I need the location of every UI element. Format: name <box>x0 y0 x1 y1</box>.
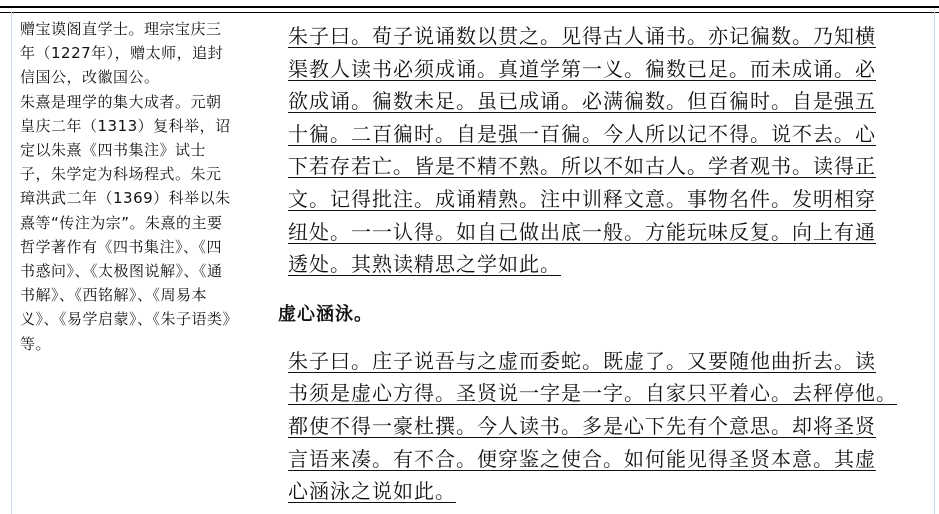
quote-paragraph-humble-mind <box>288 345 928 508</box>
text-line: 都使不得一豪杜撰。今人读书。多是心下先有个意思。却将圣贤 <box>288 413 876 438</box>
text-line: 文。记得批注。成诵精熟。注中训释文意。事物名件。发明相穿 <box>288 186 876 211</box>
top-border-rule <box>0 6 939 8</box>
text-line: 心涵泳之说如此。 <box>288 479 456 504</box>
text-line: 朱子曰。荀子说诵数以贯之。见得古人诵书。亦记徧数。乃知横 <box>288 24 876 48</box>
main-text-column <box>278 20 928 508</box>
text-line: 透处。其熟读精思之学如此。 <box>288 252 561 277</box>
text-line: 纽处。一一认得。如自己做出底一般。方能玩味反复。向上有通 <box>288 219 876 244</box>
sidebar-paragraph: 赠宝谟阁直学士。理宗宝庆三年（1227年），赠太师，追封信国公，改徽国公。 <box>20 20 224 87</box>
text-line: 十徧。二百徧时。自是强一百徧。今人所以记不得。说不去。心 <box>288 121 876 146</box>
text-line: 欲成诵。徧数未足。虽已成诵。必满徧数。但百徧时。自是强五 <box>288 89 876 114</box>
text-line: 朱子曰。庄子说吾与之虚而委蛇。既虚了。又要随他曲折去。读 <box>288 348 876 373</box>
text-line: 书须是虚心方得。圣贤说一字是一字。自家只平着心。去秤停他。 <box>288 381 897 406</box>
text-line: 言语来凑。有不合。便穿鉴之使合。如何能见得圣贤本意。其虚 <box>288 446 876 471</box>
text-line: 渠教人读书必须成诵。真道学第一义。徧数已足。而未成诵。必 <box>288 56 876 81</box>
page-right-edge <box>934 12 935 514</box>
sidebar-biography <box>20 17 232 356</box>
page-left-edge <box>11 12 12 514</box>
top-border-rule-thin <box>0 12 939 13</box>
sidebar-paragraph: 朱熹是理学的集大成者。元朝皇庆二年（1313）复科举，诏定以朱熹《四书集注》试士子，朱学定为科场程式。朱元璋洪武二年（1369）科举以朱熹等“传注为宗”。朱熹的主要哲学著作有《四书集注》、《四书惑问》、《太极图说解》、《通书解》、《西铭解》、《周易本义》、《易学启蒙》、《朱子语类》等。 <box>20 92 231 353</box>
section-heading: 虚心涵泳。 <box>278 303 373 325</box>
text-line: 下若存若亡。皆是不精不熟。所以不如古人。学者观书。读得正 <box>288 154 876 179</box>
quote-paragraph-recitation <box>288 20 928 281</box>
